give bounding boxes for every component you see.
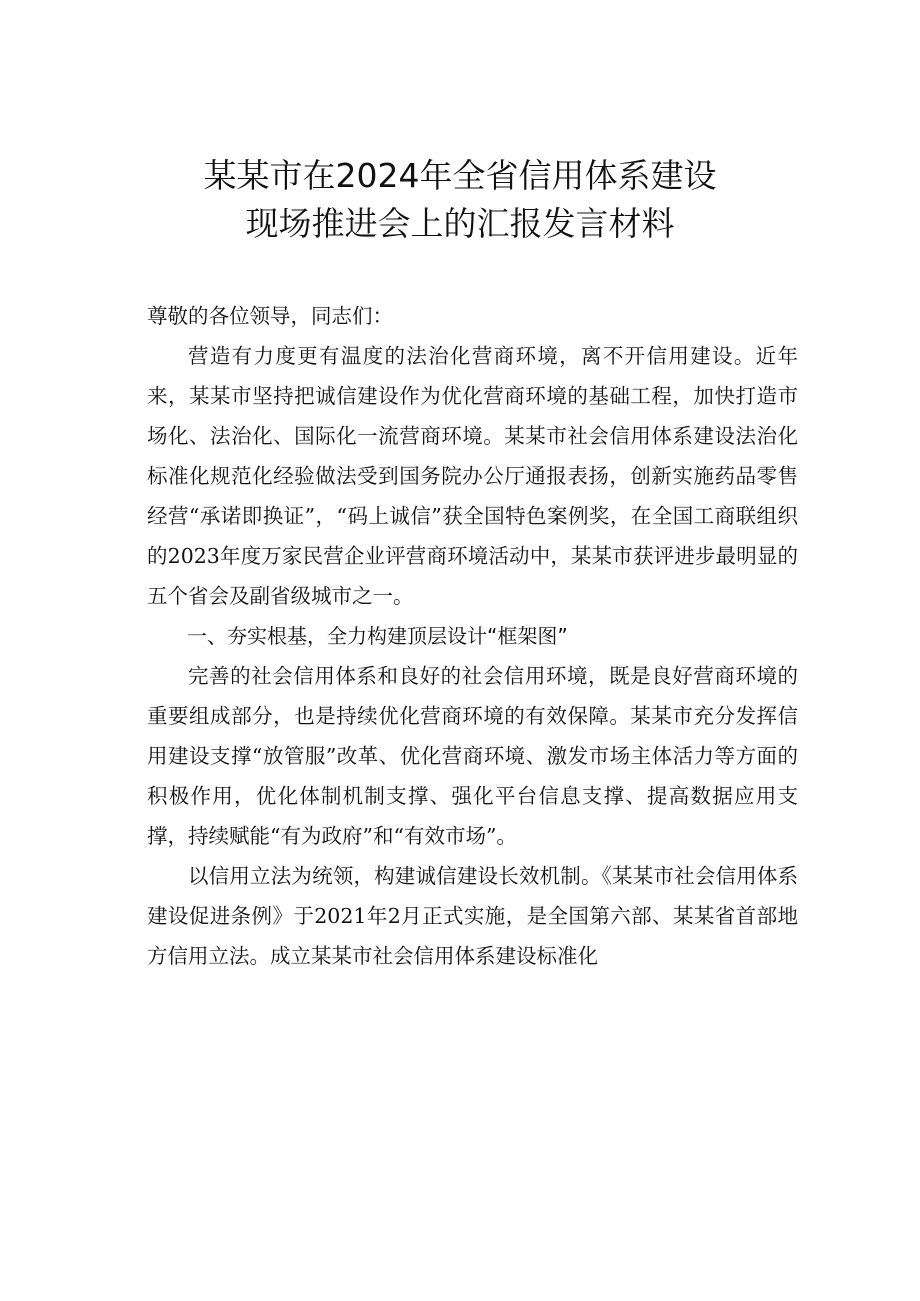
paragraph-section-2: 以信用立法为统领，构建诚信建设长效机制。《某某市社会信用体系建设促进条例》于2021年2月正式实施，是全国第六部、某某省首部地方信用立法。成立某某市社会信用体系建设标准化	[147, 864, 798, 968]
document-body	[147, 296, 798, 976]
salutation: 尊敬的各位领导，同志们：	[147, 304, 393, 328]
document-title	[0, 152, 920, 248]
paragraph-section-1: 完善的社会信用体系和良好的社会信用环境，既是良好营商环境的重要组成部分，也是持续优化营商环境的有效保障。某某市充分发挥信用建设支撑“放管服”改革、优化营商环境、激发市场主体活力等方面的积极作用，优化体制机制支撑、强化平台信息支撑、提高数据应用支撑，持续赋能“有为政府”和“有效市场”。	[147, 664, 798, 848]
paragraph-intro: 营造有力度更有温度的法治化营商环境，离不开信用建设。近年来，某某市坚持把诚信建设作为优化营商环境的基础工程，加快打造市场化、法治化、国际化一流营商环境。某某市社会信用体系建设法治化标准化规范化经验做法受到国务院办公厅通报表扬，创新实施药品零售经营“承诺即换证”，“码上诚信”获全国特色案例奖，在全国工商联组织的2023年度万家民营企业评营商环境活动中，某某市获评进步最明显的五个省会及副省级城市之一。	[147, 344, 798, 608]
title-line-1: 某某市在2024年全省信用体系建设	[203, 156, 717, 195]
section-heading: 一、夯实根基，全力构建顶层设计“框架图”	[187, 624, 568, 648]
title-line-2: 现场推进会上的汇报发言材料	[245, 204, 675, 243]
